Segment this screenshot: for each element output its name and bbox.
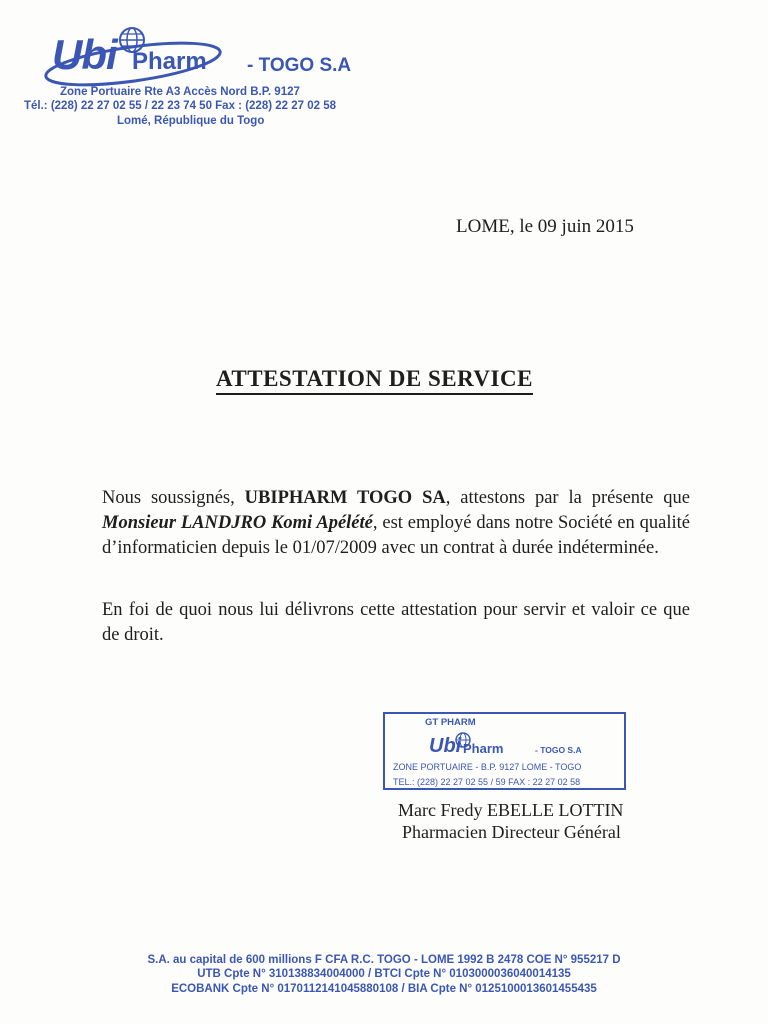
stamp-logo-ubi: Ubi (429, 735, 462, 757)
company-stamp (383, 712, 626, 790)
company-name: UBIPHARM TOGO SA (244, 488, 446, 508)
stamp-line1: GT PHARM (425, 717, 476, 728)
footer-line3: ECOBANK Cpte N° 0170112141045880108 / BIA Cpte N° 0125100013601455435 (171, 983, 597, 995)
logo-text-ubi: Ubi (52, 31, 117, 78)
stamp-logo-pharm: Pharm (463, 741, 504, 756)
signatory-name: Marc Fredy EBELLE LOTTIN (398, 800, 624, 820)
paragraph-attestation (102, 486, 690, 561)
header-address-line2: Tél.: (228) 22 27 02 55 / 22 23 74 50 Fax : (228) 22 27 02 58 (24, 100, 336, 112)
letter-title: ATTESTATION DE SERVICE (216, 366, 533, 395)
footer-line2: UTB Cpte N° 310138834004000 / BTCI Cpte N° 0103000036040014135 (197, 968, 571, 980)
logo-suffix: - TOGO S.A (247, 55, 352, 76)
logo-text-pharm: Pharm (132, 48, 207, 75)
header-address-line3: Lomé, République du Togo (117, 115, 265, 127)
header-address-line1: Zone Portuaire Rte A3 Accès Nord B.P. 9127 (60, 86, 300, 98)
stamp-logo-suffix: - TOGO S.A (535, 745, 582, 755)
paragraph-closing: En foi de quoi nous lui délivrons cette attestation pour servir et valoir ce que de droit. (102, 600, 690, 645)
stamp-line2: ZONE PORTUAIRE - B.P. 9127 LOME - TOGO (393, 762, 582, 772)
para1-intro: Nous soussignés, (102, 488, 245, 508)
footer-line1: S.A. au capital de 600 millions F CFA R.C. TOGO - LOME 1992 B 2478 COE N° 955217 D (147, 954, 621, 966)
para1-mid: , attestons par la présente que (445, 488, 691, 508)
signatory-role: Pharmacien Directeur Général (402, 822, 621, 842)
para1-rest: , est employé dans notre Société en qualité d’informaticien depuis le 01/07/2009 avec un contrat à durée indéterminée. (102, 513, 690, 558)
employee-name: Monsieur LANDJRO Komi Apélété (102, 513, 373, 533)
stamp-line3: TEL.: (228) 22 27 02 55 / 59 FAX : 22 27 02 58 (393, 777, 581, 787)
letter-date: LOME, le 09 juin 2015 (456, 216, 634, 237)
